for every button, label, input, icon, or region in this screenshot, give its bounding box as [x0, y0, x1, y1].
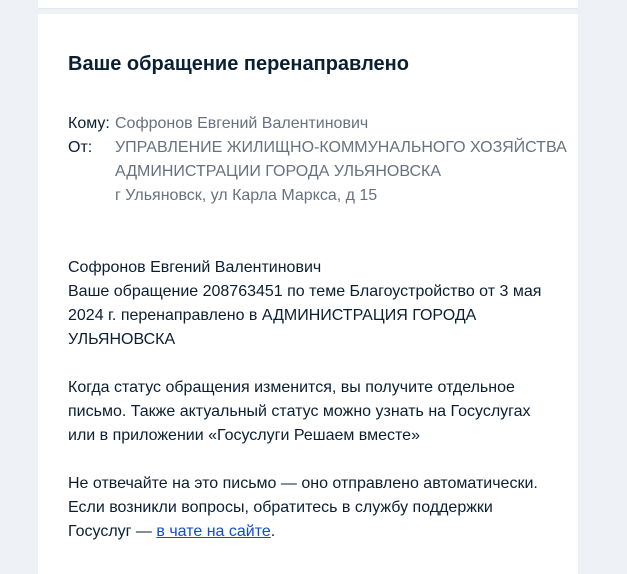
- footer-paragraph: [68, 472, 558, 544]
- recipient-name: Софронов Евгений Валентинович: [68, 259, 322, 276]
- to-label: Кому:: [68, 115, 110, 132]
- from-label: От:: [68, 139, 93, 156]
- support-chat-link[interactable]: в чате на сайте: [156, 523, 271, 540]
- recipient-row: [68, 112, 568, 136]
- email-title: Ваше обращение перенаправлено: [68, 53, 409, 75]
- footer-text: Не отвечайте на это письмо — оно отправлено автоматически. Если возникли вопросы, обратитесь в службу поддержки Госуслуг —: [68, 475, 538, 540]
- footer-period: .: [270, 523, 276, 540]
- email-meta: [68, 112, 568, 208]
- sender-organization: УПРАВЛЕНИЕ ЖИЛИЩНО-КОММУНАЛЬНОГО ХОЗЯЙСТВА АДМИНИСТРАЦИИ ГОРОДА УЛЬЯНОВСКА: [115, 139, 567, 180]
- redirect-message: Ваше обращение 208763451 по теме Благоустройство от 3 мая 2024 г. перенаправлено в АДМИНИСТРАЦИЯ ГОРОДА УЛЬЯНОВСКА: [68, 283, 542, 348]
- to-value: Софронов Евгений Валентинович: [115, 115, 369, 132]
- sender-details: [115, 136, 568, 208]
- status-paragraph: Когда статус обращения изменится, вы получите отдельное письмо. Также актуальный статус можно узнать на Госуслугах или в приложении «Госуслуги Решаем вместе»: [68, 379, 531, 444]
- sender-row: [68, 136, 568, 208]
- previous-card-edge: [38, 0, 578, 9]
- message-intro: [68, 256, 558, 352]
- sender-address: г Ульяновск, ул Карла Маркса, д 15: [115, 187, 378, 204]
- email-card: [38, 14, 578, 574]
